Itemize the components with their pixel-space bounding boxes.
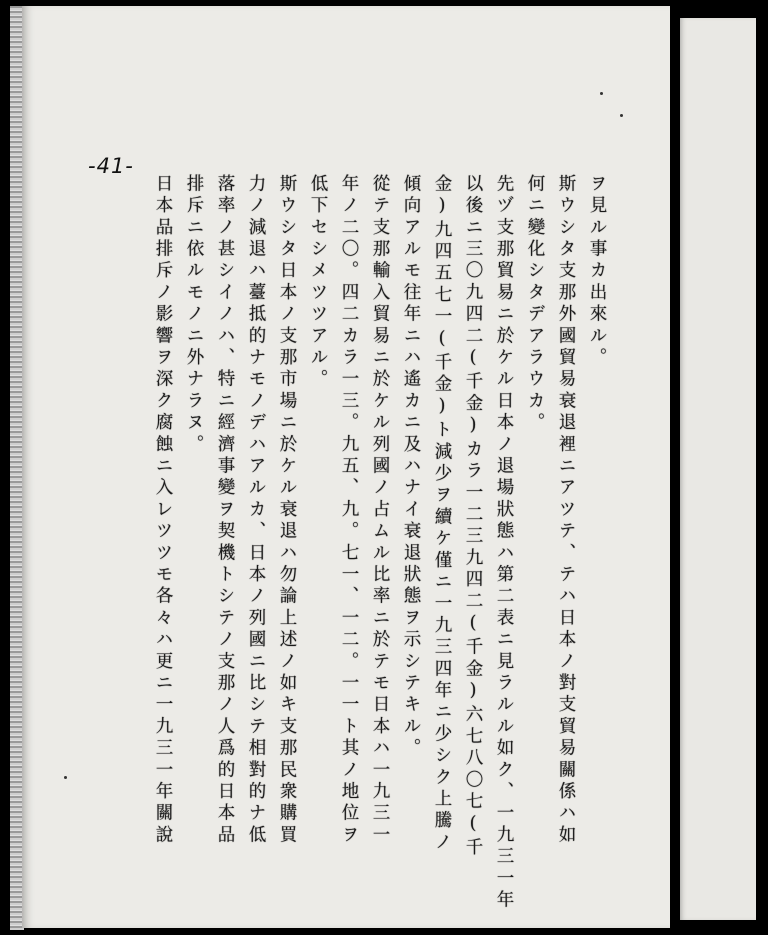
text-column-8: 從テ支那輸入貿易ニ於ケル列國ノ占ムル比率ニ於テモ日本ハ一九三一 — [370, 174, 390, 847]
scan-speck — [64, 776, 67, 779]
text-column-5: 以後ニ三〇九四二(千金)カラ一二三九四二(千金)六七八〇七(千 — [463, 174, 483, 860]
text-column-12: 力ノ減退ハ薹抵的ナモノデハアルカ、日本ノ列國ニ比シテ相對的ナ低 — [246, 174, 266, 847]
text-column-3: 何ニ變化シタデアラウカ。 — [525, 174, 545, 435]
text-column-9: 年ノ二〇。四二カラ一三。九五、九。七一、一二。一一ト其ノ地位ヲ — [339, 174, 359, 847]
text-column-11: 斯ウシタ日本ノ支那市場ニ於ケル衰退ハ勿論上述ノ如キ支那民衆購買 — [277, 174, 297, 847]
scan-speck — [620, 114, 623, 117]
book-page — [22, 6, 670, 928]
text-column-6: 金)九四五七一(千金)ト減少ヲ續ケ僅ニ一九三四年ニ少シク上騰ノ — [432, 174, 452, 855]
text-column-4: 先ヅ支那貿易ニ於ケル日本ノ退場狀態ハ第二表ニ見ラルル如ク、一九三一年 — [494, 174, 514, 912]
text-column-10: 低下セシメツツアル。 — [308, 174, 328, 391]
text-column-1: ヲ見ル事カ出來ル。 — [587, 174, 607, 370]
adjacent-page-edge — [680, 18, 756, 920]
text-column-14: 排斥ニ依ルモノニ外ナラヌ。 — [184, 174, 204, 457]
text-column-13: 落率ノ甚シイノハ、特ニ經濟事變ヲ契機トシテノ支那ノ人爲的日本品 — [215, 174, 235, 847]
text-column-7: 傾向アルモ往年ニハ遙カニ及ハナイ衰退狀態ヲ示シテキル。 — [401, 174, 421, 760]
scan-speck — [600, 92, 603, 95]
text-column-2: 斯ウシタ支那外國貿易衰退裡ニアツテ、テハ日本ノ對支貿易關係ハ如 — [556, 174, 576, 847]
text-column-15: 日本品排斥ノ影響ヲ深ク腐蝕ニ入レツツモ各々ハ更ニ一九三一年關說 — [153, 174, 173, 847]
page-number: -41- — [88, 154, 134, 178]
